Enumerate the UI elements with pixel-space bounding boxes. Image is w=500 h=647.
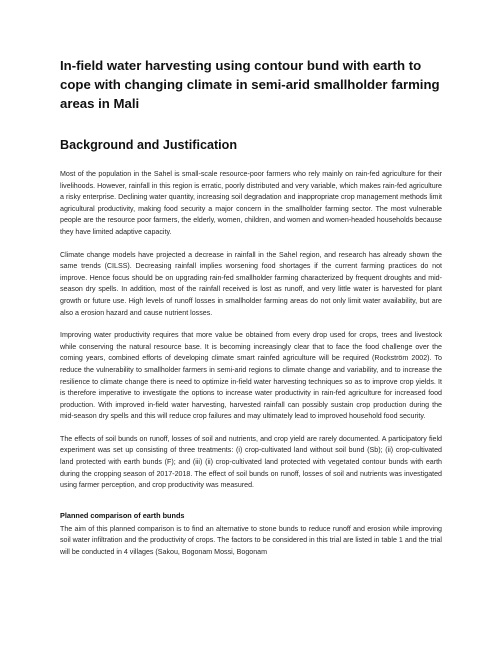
- subheading: Planned comparison of earth bunds: [60, 510, 185, 520]
- paragraph-1: Most of the population in the Sahel is small-scale resource-poor farmers who rely mainly on rain-fed agriculture for their livelihoods. However, rainfall in this region is erratic, poorly distributed and very variable, which makes rain-fed agriculture a risky enterprise. Declining water quantity, increasing soil degradation and inappropriate crop management methods limit agricultural productivity, making food security a major concern in the smallholder farming sector. The most vulnerable people are the resource poor farmers, the elderly, women, children, and women and women-headed households because they have limited adaptive capacity.: [60, 170, 442, 236]
- document-title: In-field water harvesting using contour bund with earth to cope with changing climate in semi-arid smallholder farming areas in Mali: [60, 58, 440, 111]
- paragraph-2: Climate change models have projected a decrease in rainfall in the Sahel region, and research has already shown the same trends (CILSS). Decreasing rainfall implies worsening food shortages if the current farming practices do not improve. Hence focus should be on upgrading rain-fed smallholder farming characterized by frequent droughts and mid-season dry spells. In addition, most of the rainfall received is lost as runoff, and very little water is harvested for plant growth or future use. High levels of runoff losses in smallholder farming areas do not only limit water availability, but are also a erosion hazard and cause nutrient losses.: [60, 250, 442, 317]
- paragraph-3: Improving water productivity requires that more value be obtained from every drop used for crops, trees and livestock while conserving the natural resource base. It is becoming increasingly clear that to face the food challenge over the coming years, combined efforts of developing climate smart rainfed agriculture will be required (Rockström 2002). To reduce the vulnerability to smallholder farmers in semi-arid regions to climate change and variability, and to increase the resilience to climate change there is need to optimize in-field water harvesting techniques so as to improve crop yields. It is therefore imperative to investigate the options to increase water productivity in rain-fed agriculture for increased food production. With improved in-field water harvesting, harvested rainfall can possibly sustain crop production during the mid-season dry spells and this will reduce crop failures and may ultimately lead to improved household food security.: [60, 331, 442, 421]
- paragraph-4: The effects of soil bunds on runoff, losses of soil and nutrients, and crop yield are rarely documented. A participatory field experiment was set up consisting of three treatments: (i) crop-cultivated land without soil bund (Sb); (ii) crop-cultivated land protected with earth bunds (F); and (iii) (ii) crop-cultivated land protected with vegetated contour bunds with earth during the cropping season of 2017-2018. The effect of soil bunds on runoff, losses of soil and nutrients was investigated using farmer perception, and crop productivity was measured.: [60, 434, 442, 490]
- paragraph-5: The aim of this planned comparison is to find an alternative to stone bunds to reduce runoff and erosion while improving soil water infiltration and the productivity of crops. The factors to be considered in this trial are listed in table 1 and the trial will be conducted in 4 villages (Sakou, Bogonam Mossi, Bogonam: [60, 524, 442, 557]
- section-heading: Background and Justification: [60, 138, 238, 152]
